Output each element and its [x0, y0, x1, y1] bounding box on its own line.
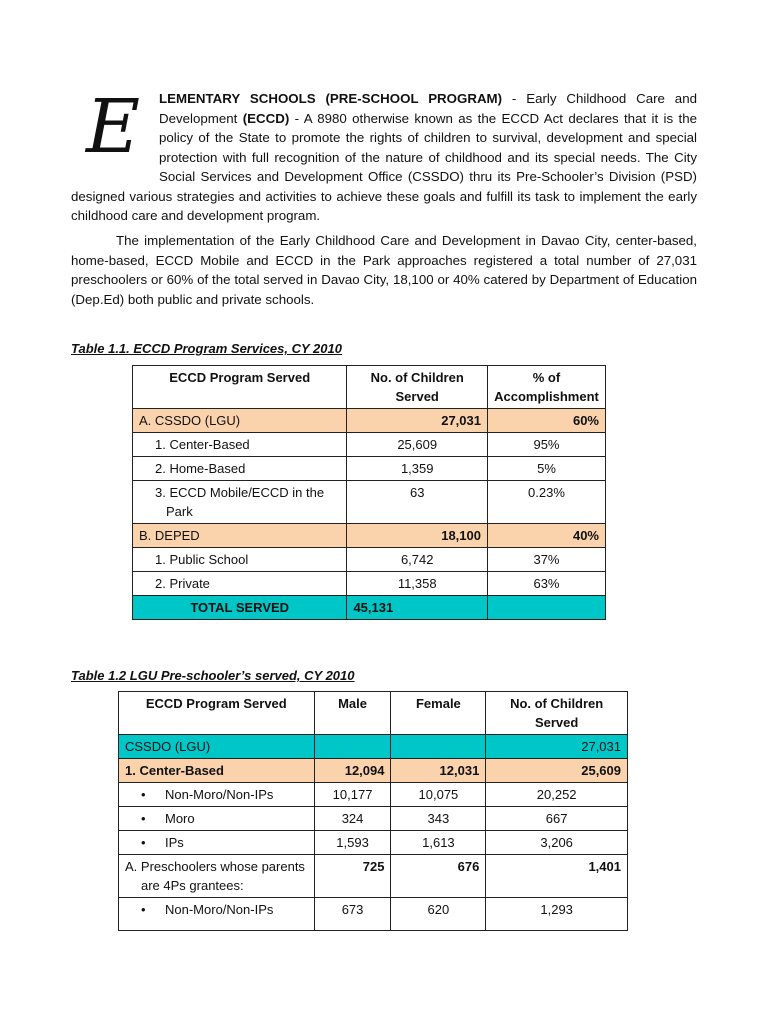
table-row: 1. Center-Based 12,094 12,031 25,609 [119, 759, 628, 783]
intro-paragraph [71, 84, 697, 226]
table1 [132, 365, 606, 620]
table1-header: ECCD Program Served No. of Children Served % of Accomplishment [133, 366, 606, 409]
body-paragraph: The implementation of the Early Childhood Care and Development in Davao City, center-based, home-based, ECCD Mobile and ECCD in the Park approaches registered a total number of 27,031 preschoolers or 60% of the total served in Davao City, 18,100 or 40% catered by Department of Education (Dep.Ed) both public and private schools. [71, 233, 697, 307]
drop-cap: E [85, 84, 141, 170]
table-row: CSSDO (LGU) 27,031 [119, 735, 628, 759]
table-row: A. Preschoolers whose parents are 4Ps grantees: 725 676 1,401 [119, 855, 628, 898]
bullet: • [141, 902, 146, 917]
bullet: • [141, 787, 146, 802]
table-row: • IPs 1,593 1,613 3,206 [119, 831, 628, 855]
table-row: • Moro 324 343 667 [119, 807, 628, 831]
table-row: 1. Center-Based 25,609 95% [133, 433, 606, 457]
table-row: 3. ECCD Mobile/ECCD in the Park 63 0.23% [133, 481, 606, 524]
intro-text: LEMENTARY SCHOOLS (PRE-SCHOOL PROGRAM) - Early Childhood Care and Development (ECCD) - A 8980 otherwise known as the ECCD Act declares that it is the policy of the State to promote the rights of children to survival, development and special protection with full recognition of the nature of childhood and its special needs. The City Social Services and Development Office (CSSDO) thru its Pre-Schooler’s Division (PSD) designed various strategies and activities to achieve these goals and fulfill its task to implement the early childhood care and development program. [71, 91, 697, 223]
table-row: A. CSSDO (LGU) 27,031 60% [133, 409, 606, 433]
bullet: • [141, 811, 146, 826]
bullet: • [141, 835, 146, 850]
table2-caption: Table 1.2 LGU Pre-schooler’s served, CY 2010 [71, 668, 355, 683]
table-row: 1. Public School 6,742 37% [133, 548, 606, 572]
table1-caption: Table 1.1. ECCD Program Services, CY 2010 [71, 341, 342, 356]
table-row: 2. Private 11,358 63% [133, 572, 606, 596]
table2 [118, 691, 628, 931]
intro-heading: LEMENTARY SCHOOLS (PRE-SCHOOL PROGRAM) [159, 91, 503, 106]
table-row: • Non-Moro/Non-IPs 673 620 1,293 [119, 898, 628, 931]
table-row: TOTAL SERVED 45,131 [133, 596, 606, 620]
table-row: • Non-Moro/Non-IPs 10,177 10,075 20,252 [119, 783, 628, 807]
table-row: B. DEPED 18,100 40% [133, 524, 606, 548]
table-row: 2. Home-Based 1,359 5% [133, 457, 606, 481]
table2-header: ECCD Program Served Male Female No. of Children Served [119, 692, 628, 735]
